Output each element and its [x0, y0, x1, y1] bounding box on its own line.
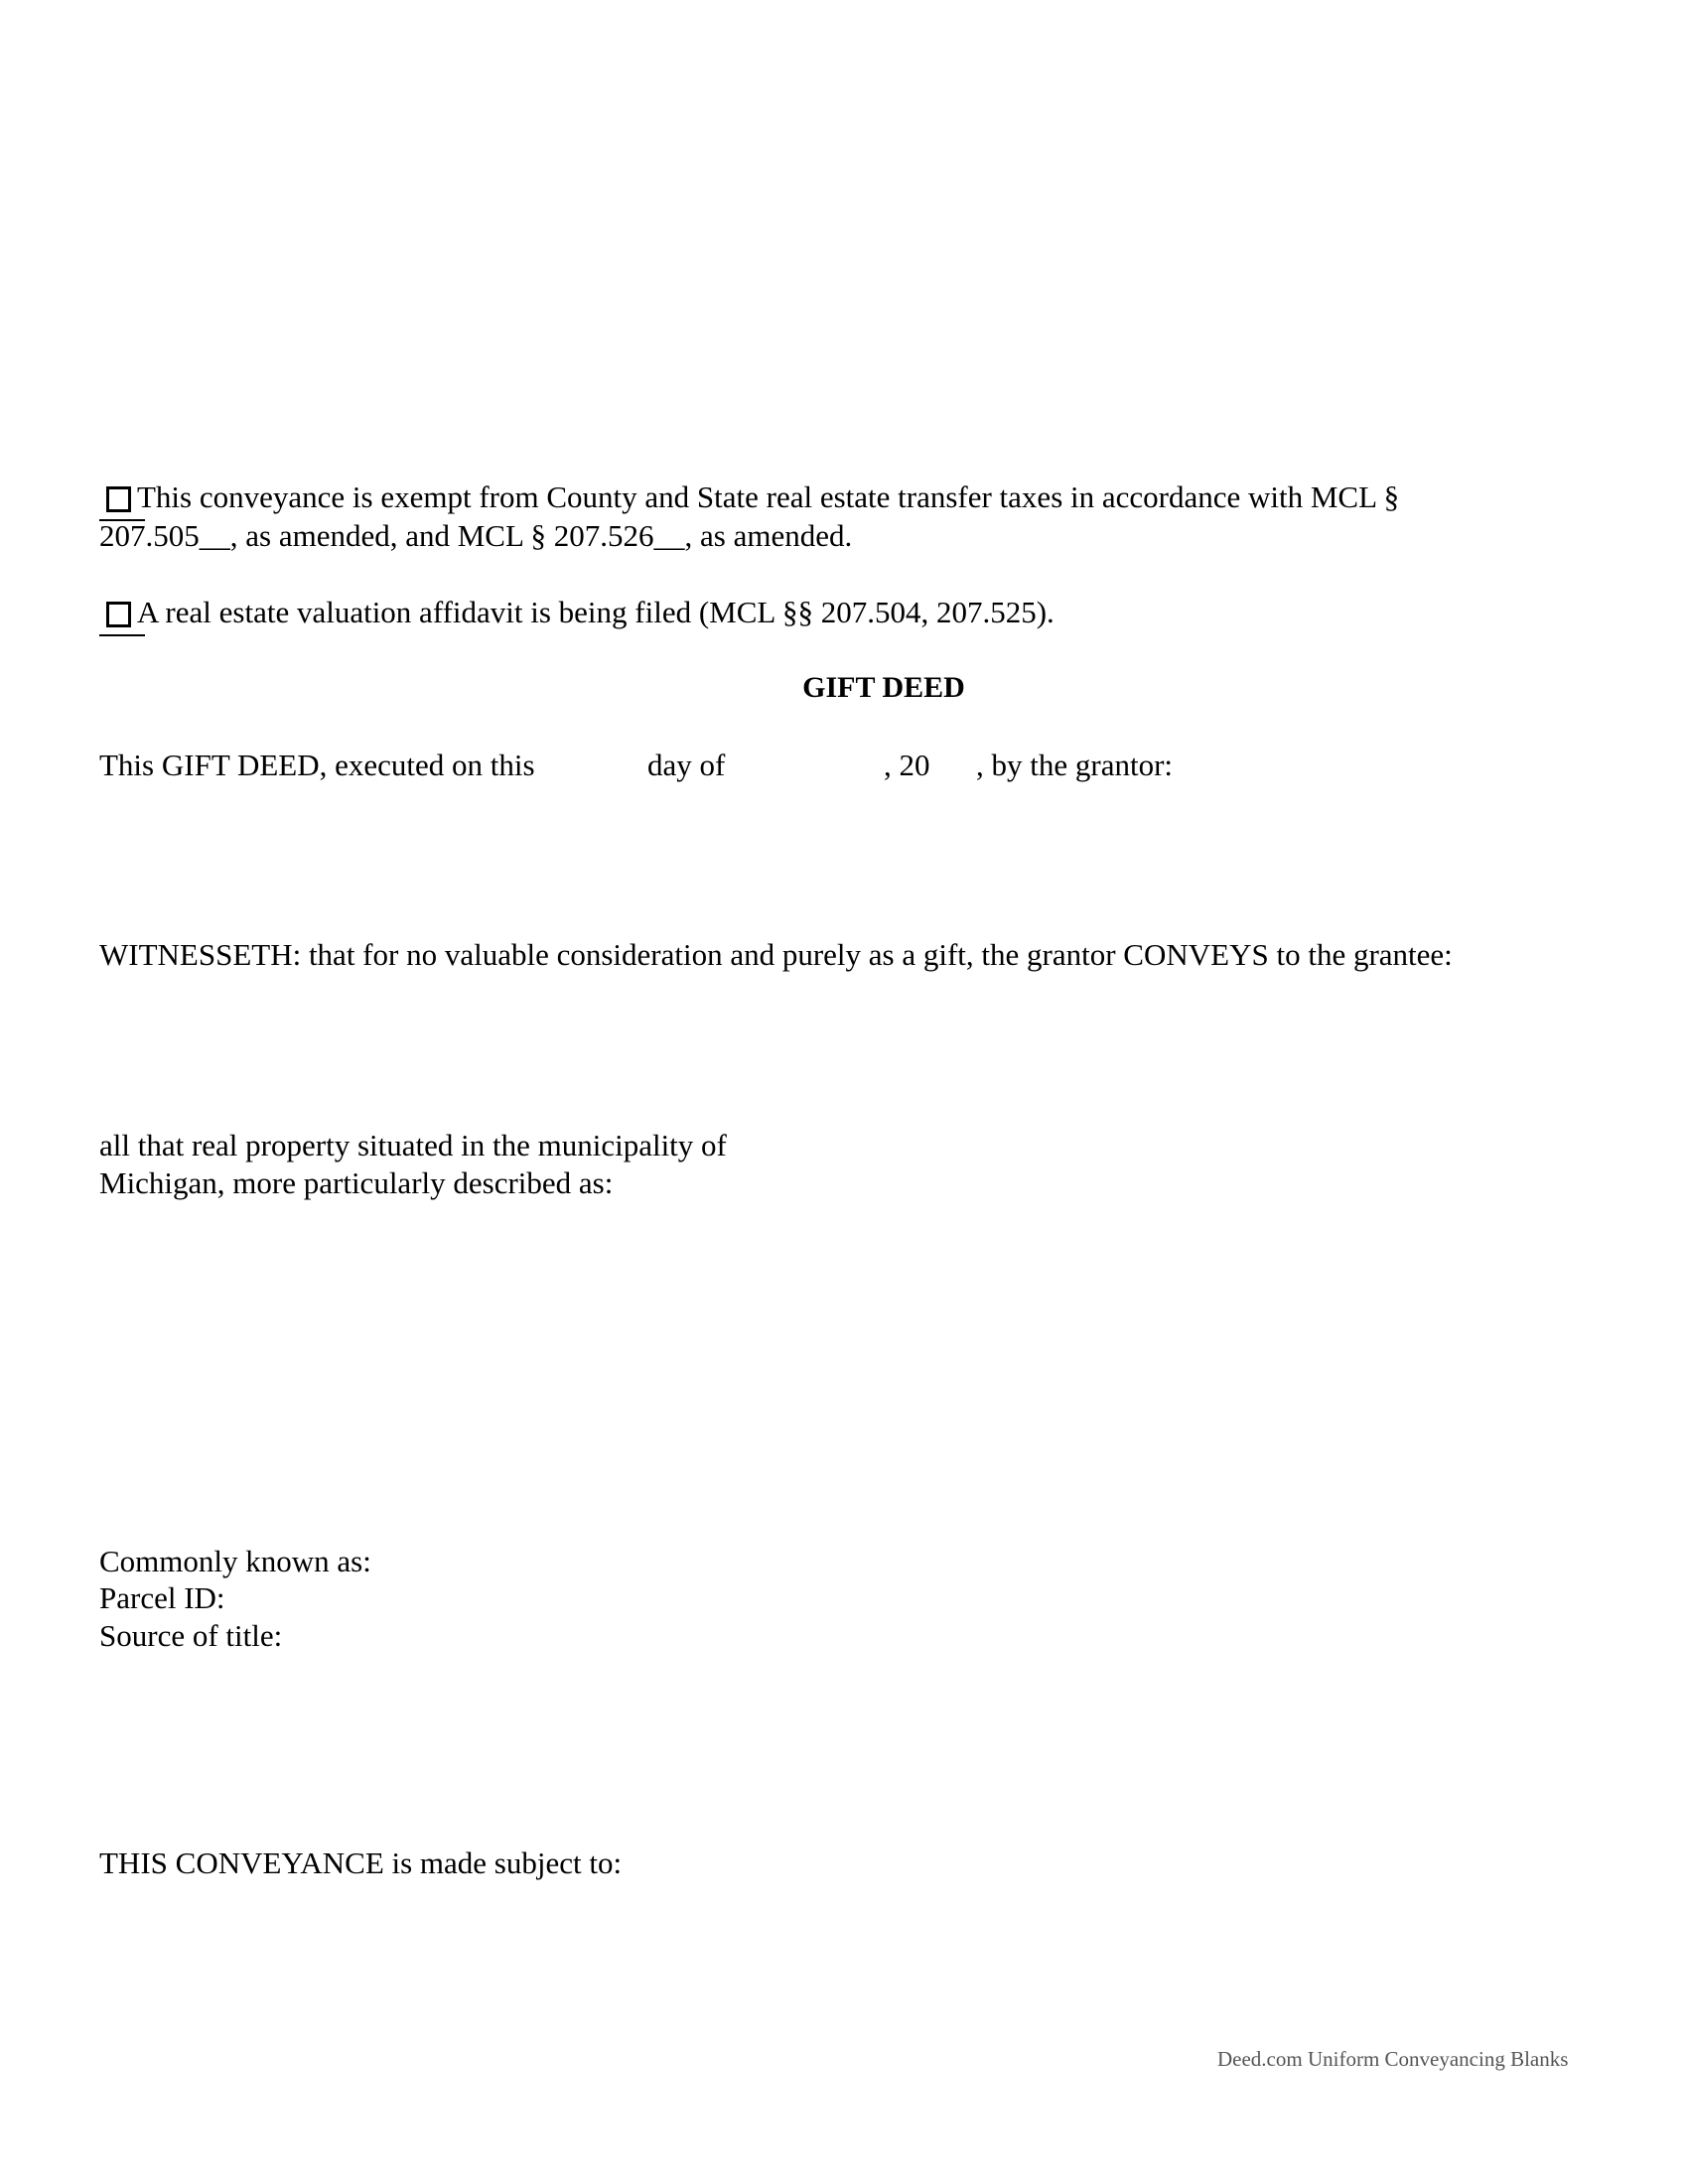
execution-line: [99, 747, 1589, 786]
document-title: GIFT DEED: [802, 671, 965, 704]
subject-to-clause: THIS CONVEYANCE is made subject to:: [99, 1845, 623, 1880]
property-line1: all that real property situated in the municipality of: [99, 1128, 727, 1162]
execution-text-1: This GIFT DEED, executed on this: [99, 748, 535, 782]
checkbox-underline: [99, 634, 145, 636]
execution-text-2: day of: [647, 748, 726, 782]
exempt-checkbox[interactable]: [99, 478, 137, 516]
footer-text: Deed.com Uniform Conveyancing Blanks: [1217, 2047, 1569, 2071]
checkbox-box: [106, 602, 131, 627]
commonly-known-label: Commonly known as:: [99, 1544, 371, 1578]
property-line2: Michigan, more particularly described as:: [99, 1165, 614, 1200]
affidavit-clause: [99, 594, 1055, 631]
exempt-clause-line1: [99, 478, 1399, 516]
affidavit-clause-text: A real estate valuation affidavit is being filed (MCL §§ 207.504, 207.525).: [137, 595, 1055, 629]
exempt-clause-text: This conveyance is exempt from County and State real estate transfer taxes in accordance with MCL §: [137, 479, 1400, 514]
source-of-title-label: Source of title:: [99, 1618, 283, 1653]
parcel-id-label: Parcel ID:: [99, 1580, 225, 1615]
witnesseth-clause: WITNESSETH: that for no valuable consideration and purely as a gift, the grantor CONVEYS to the grantee:: [99, 937, 1453, 972]
affidavit-checkbox[interactable]: [99, 594, 137, 631]
execution-text-4: , by the grantor:: [976, 748, 1174, 782]
execution-text-3: , 20: [884, 748, 930, 782]
exempt-clause-line2: 207.505__, as amended, and MCL § 207.526__, as amended.: [99, 518, 853, 553]
checkbox-box: [106, 486, 131, 512]
